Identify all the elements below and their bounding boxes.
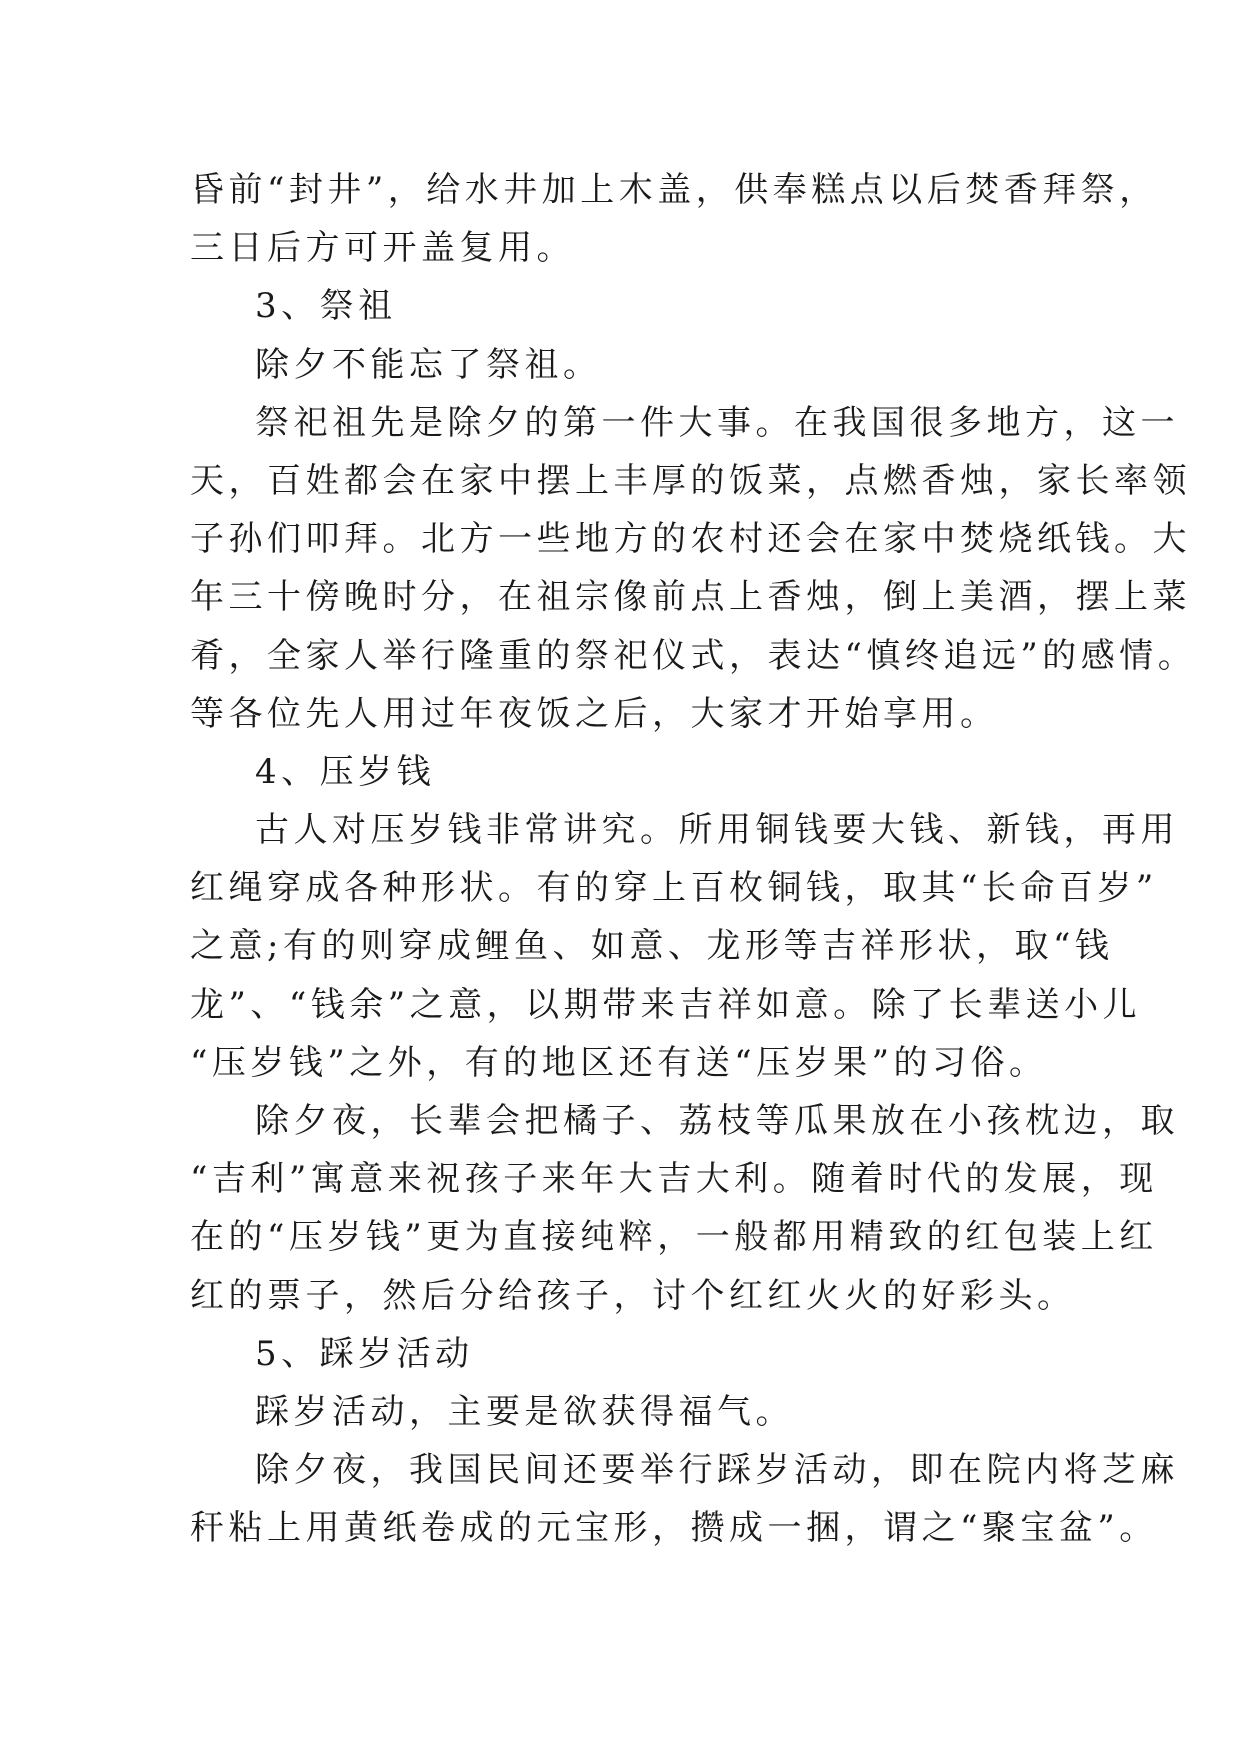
text-line: 三日后方可开盖复用。 <box>190 228 575 269</box>
text-line: 祭祀祖先是除夕的第一件大事。在我国很多地方，这一 <box>255 402 1179 443</box>
text-line: 龙”、“钱余”之意，以期带来吉祥如意。除了长辈送小儿 <box>190 984 1142 1025</box>
text-line: 天，百姓都会在家中摆上丰厚的饭菜，点燃香烛，家长率领 <box>190 460 1191 501</box>
text-line: 3、祭祖 <box>255 286 397 327</box>
document-body <box>190 161 1197 1558</box>
text-line: 年三十傍晚时分，在祖宗像前点上香烛，倒上美酒，摆上菜 <box>190 577 1191 618</box>
text-line: 红的票子，然后分给孩子，讨个红红火火的好彩头。 <box>190 1275 1076 1316</box>
text-line: 肴，全家人举行隆重的祭祀仪式，表达“慎终追远”的感情。 <box>190 635 1197 676</box>
text-line: 除夕夜，我国民间还要举行踩岁活动，即在院内将芝麻 <box>255 1450 1179 1491</box>
text-line: 古人对压岁钱非常讲究。所用铜钱要大钱、新钱，再用 <box>255 810 1179 851</box>
text-line: 除夕不能忘了祭祖。 <box>255 344 602 385</box>
text-line: 子孙们叩拜。北方一些地方的农村还会在家中焚烧纸钱。大 <box>190 519 1191 560</box>
text-line: 之意;有的则穿成鲤鱼、如意、龙形等吉祥形状，取“钱 <box>190 926 1114 967</box>
text-line: 红绳穿成各种形状。有的穿上百枚铜钱，取其“长命百岁” <box>190 868 1158 909</box>
text-line: 除夕夜，长辈会把橘子、荔枝等瓜果放在小孩枕边，取 <box>255 1101 1179 1141</box>
text-line: 踩岁活动，主要是欲获得福气。 <box>255 1391 794 1432</box>
text-line: 4、压岁钱 <box>255 751 436 792</box>
text-line: “压岁钱”之外，有的地区还有送“压岁果”的习俗。 <box>190 1042 1048 1083</box>
text-line: 等各位先人用过年夜饭之后，大家才开始享用。 <box>190 693 999 734</box>
text-line: 昏前“封井”，给水井加上木盖，供奉糕点以后焚香拜祭， <box>190 170 1158 210</box>
text-line: 5、踩岁活动 <box>255 1333 474 1374</box>
text-line: 在的“压岁钱”更为直接纯粹，一般都用精致的红包装上红 <box>190 1217 1158 1258</box>
text-line: “吉利”寓意来祝孩子来年大吉大利。随着时代的发展，现 <box>190 1159 1158 1200</box>
text-line: 秆粘上用黄纸卷成的元宝形，攒成一捆，谓之“聚宝盆”。 <box>190 1508 1158 1549</box>
